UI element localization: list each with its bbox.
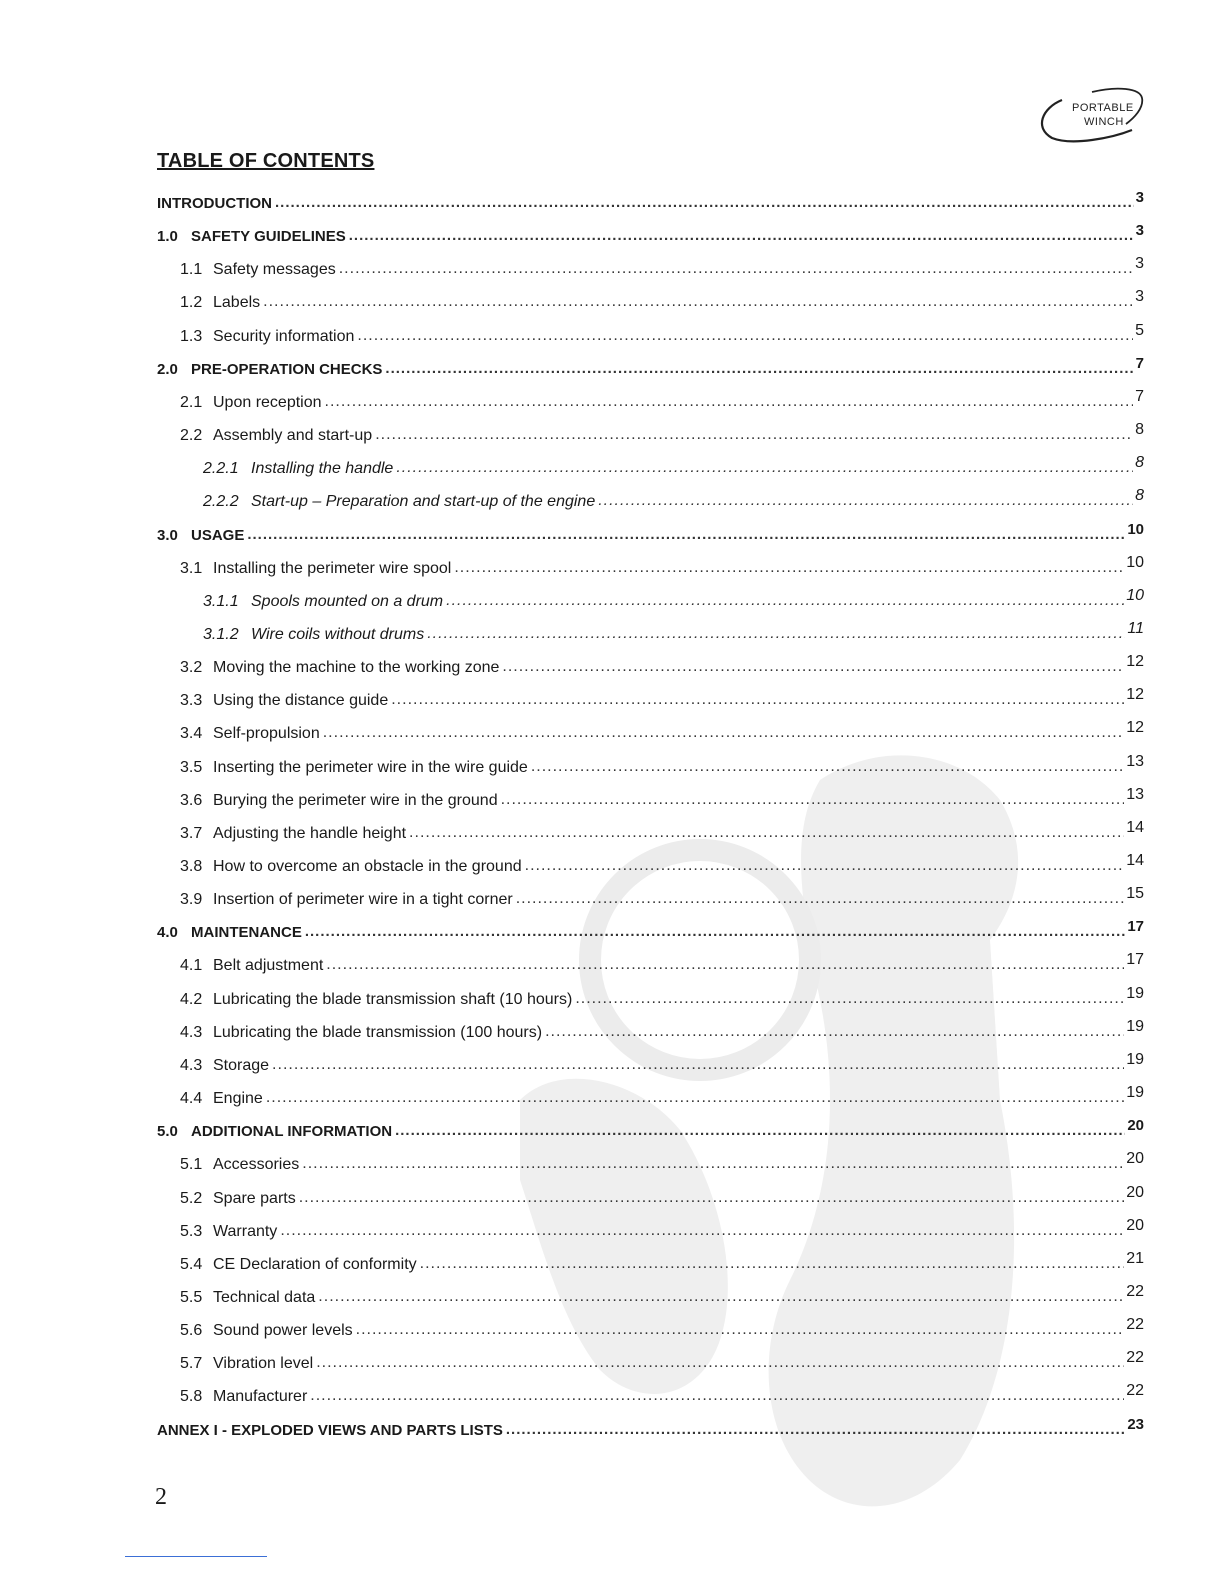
toc-entry-page: 10 (1126, 586, 1144, 604)
toc-entry-page: 14 (1126, 818, 1144, 836)
dot-leader (357, 326, 1133, 346)
toc-entry-number: 5.2 (180, 1189, 203, 1207)
dot-leader (516, 889, 1125, 909)
toc-entry[interactable] (180, 720, 1144, 744)
toc-entry-label: Accessories (213, 1156, 300, 1174)
toc-entry-page: 22 (1126, 1382, 1144, 1400)
toc-entry-label: Lubricating the blade transmission (100 hours) (213, 1023, 543, 1041)
toc-entry[interactable] (180, 1151, 1144, 1175)
toc-entry-page: 20 (1127, 1117, 1144, 1135)
toc-entry-page: 7 (1135, 387, 1144, 405)
toc-entry-label: Engine (213, 1090, 263, 1108)
toc-entry-number: 3.9 (180, 891, 203, 909)
toc-entry-label: How to overcome an obstacle in the ground (213, 858, 522, 875)
toc-entry[interactable] (203, 621, 1144, 645)
dot-leader (275, 193, 1134, 213)
dot-leader (305, 922, 1125, 942)
toc-entry-label: Safety messages (213, 261, 336, 279)
toc-entry[interactable] (180, 1019, 1144, 1043)
toc-entry[interactable] (180, 389, 1144, 413)
toc-entry-number: 3.3 (180, 692, 203, 710)
toc-entry[interactable] (180, 323, 1144, 347)
toc-entry-number: 5.5 (180, 1288, 203, 1306)
toc-entry-label: Security information (213, 327, 355, 345)
toc-entry-label: Belt adjustment (213, 957, 324, 975)
toc-entry-number: 4.3 (180, 1056, 203, 1074)
toc-entry-label: ANNEX I - EXPLODED VIEWS AND PARTS LISTS (157, 1421, 503, 1439)
toc-entry-page: 17 (1126, 951, 1144, 969)
toc-entry-label: Wire coils without drums (251, 625, 425, 643)
toc-entry-label: Technical data (213, 1288, 316, 1306)
toc-entry-number: 2.1 (180, 393, 203, 411)
dot-leader (575, 989, 1124, 1009)
dot-leader (501, 790, 1125, 810)
toc-entry[interactable] (180, 1185, 1144, 1209)
toc-entry-label: Upon reception (213, 393, 322, 411)
dot-leader (272, 1055, 1124, 1075)
toc-entry[interactable] (180, 289, 1144, 313)
toc-entry-label: Storage (213, 1056, 270, 1074)
toc-entry-number: 2.2 (180, 427, 203, 445)
dot-leader (325, 392, 1134, 412)
toc-entry-page: 19 (1126, 984, 1144, 1002)
dot-leader (247, 525, 1125, 545)
toc-entry[interactable] (203, 455, 1144, 479)
dot-leader (420, 1254, 1125, 1274)
toc-entry[interactable] (180, 1383, 1144, 1407)
toc-entry-page: 10 (1127, 520, 1144, 538)
toc-entry-label: Installing the handle (251, 460, 394, 478)
toc-entry-page: 8 (1135, 454, 1144, 472)
toc-entry-page: 3 (1135, 288, 1144, 306)
dot-leader (525, 856, 1125, 876)
toc-entry[interactable] (157, 919, 1144, 943)
toc-entry-number: 3.6 (180, 791, 203, 809)
toc-entry-page: 23 (1127, 1415, 1144, 1433)
toc-entry-number: 3.5 (180, 758, 203, 776)
toc-entry-number: 5.4 (180, 1255, 203, 1273)
toc-entry-label: Moving the machine to the working zone (213, 659, 500, 677)
logo-line-1: PORTABLE (1072, 102, 1134, 114)
dot-leader (391, 690, 1124, 710)
toc-entry-number: 2.2.1 (203, 460, 239, 478)
dot-leader (454, 558, 1124, 578)
dot-leader (263, 292, 1133, 312)
toc-entry-page: 20 (1126, 1183, 1144, 1201)
toc-entry-page: 8 (1135, 487, 1144, 505)
toc-entry-number: 5.0 (157, 1123, 178, 1141)
toc-entry-page: 10 (1126, 553, 1144, 571)
toc-entry[interactable] (203, 488, 1144, 512)
toc-entry[interactable] (180, 1350, 1144, 1374)
toc-entry-page: 3 (1135, 222, 1144, 240)
dot-leader (316, 1353, 1124, 1373)
toc-entry-page: 21 (1126, 1249, 1144, 1267)
toc-entry-number: 2.2.2 (203, 493, 239, 511)
dot-leader (323, 723, 1124, 743)
toc-entry-page: 17 (1127, 918, 1144, 936)
page-number: 2 (155, 1484, 167, 1510)
toc-entry-number: 3.8 (180, 858, 203, 875)
toc-entry-number: 1.0 (157, 228, 178, 246)
toc-entry-page: 19 (1126, 1050, 1144, 1068)
dot-leader (531, 757, 1124, 777)
dot-leader (302, 1154, 1124, 1174)
toc-entry-label: Using the distance guide (213, 692, 389, 710)
toc-entry[interactable] (180, 986, 1144, 1010)
toc-entry-label: Burying the perimeter wire in the ground (213, 791, 498, 809)
toc-entry-label: Lubricating the blade transmission shaft (10 hours) (213, 990, 573, 1008)
toc-entry-number: 5.6 (180, 1322, 203, 1340)
dot-leader (545, 1022, 1124, 1042)
toc-entry-number: 3.1 (180, 559, 203, 577)
toc-entry-label: MAINTENANCE (191, 924, 302, 942)
toc-entry-page: 20 (1126, 1216, 1144, 1234)
toc-entry-number: 1.3 (180, 327, 203, 345)
dot-leader (349, 226, 1134, 246)
toc-entry-number: 3.2 (180, 659, 203, 677)
toc-entry-page: 13 (1126, 785, 1144, 803)
toc-entry[interactable] (180, 1317, 1144, 1341)
toc-entry-number: 4.2 (180, 990, 203, 1008)
toc-entry-page: 3 (1135, 255, 1144, 273)
dot-leader (326, 955, 1124, 975)
toc-entry[interactable] (180, 1085, 1144, 1109)
toc-entry[interactable] (180, 820, 1144, 844)
toc-entry-page: 12 (1126, 686, 1144, 704)
toc-entry[interactable] (180, 256, 1144, 280)
toc-entry[interactable] (180, 787, 1144, 811)
toc-entry[interactable] (180, 1218, 1144, 1242)
dot-leader (266, 1088, 1124, 1108)
toc-entry-label: CE Declaration of conformity (213, 1255, 417, 1273)
toc-entry-number: 1.2 (180, 294, 203, 312)
toc-entry-number: 5.7 (180, 1355, 203, 1373)
toc-entry-label: Insertion of perimeter wire in a tight corner (213, 891, 513, 909)
toc-entry[interactable] (180, 1251, 1144, 1275)
toc-entry[interactable] (180, 853, 1144, 877)
toc-entry[interactable] (180, 654, 1144, 678)
toc-entry-page: 19 (1126, 1084, 1144, 1102)
toc-entry-label: Start-up – Preparation and start-up of the engine (251, 493, 596, 511)
toc-entry-label: PRE-OPERATION CHECKS (191, 360, 383, 378)
toc-entry[interactable] (180, 886, 1144, 910)
toc-entry[interactable] (157, 1417, 1144, 1441)
toc-entry-label: INTRODUCTION (157, 195, 272, 212)
toc-entry-number: 3.1.2 (203, 625, 239, 643)
toc-entry-label: Sound power levels (213, 1322, 353, 1340)
toc-entry-page: 14 (1126, 852, 1144, 869)
toc-entry-number: 4.3 (180, 1023, 203, 1041)
toc-entry-number: 4.0 (157, 924, 178, 942)
toc-entry[interactable] (180, 687, 1144, 711)
dot-leader (299, 1188, 1124, 1208)
toc-entry-page: 15 (1126, 885, 1144, 903)
dot-leader (356, 1320, 1125, 1340)
toc-entry-label: Assembly and start-up (213, 427, 373, 445)
dot-leader (502, 657, 1124, 677)
toc-entry-number: 5.8 (180, 1388, 203, 1406)
toc-entry-number: 5.3 (180, 1222, 203, 1240)
toc-entry-label: ADDITIONAL INFORMATION (191, 1123, 393, 1141)
dot-leader (375, 425, 1133, 445)
toc-entry-page: 3 (1135, 189, 1144, 206)
dot-leader (339, 259, 1133, 279)
toc-entry-label: Self-propulsion (213, 725, 320, 743)
dot-leader (598, 491, 1133, 511)
toc-entry-page: 5 (1135, 321, 1144, 339)
toc-entry[interactable] (157, 190, 1144, 214)
toc-entry-number: 3.0 (157, 526, 178, 544)
toc-entry-page: 20 (1126, 1150, 1144, 1168)
toc-entry-label: Inserting the perimeter wire in the wire guide (213, 758, 528, 776)
toc-entry[interactable] (180, 952, 1144, 976)
toc-entry[interactable] (180, 754, 1144, 778)
toc-entry-page: 19 (1126, 1017, 1144, 1035)
toc-entry-label: Vibration level (213, 1355, 314, 1373)
toc-entry-page: 22 (1126, 1282, 1144, 1300)
toc-entry[interactable] (180, 555, 1144, 579)
toc-entry-page: 7 (1135, 354, 1144, 372)
logo-line-2: WINCH (1084, 116, 1124, 128)
toc-entry-page: 12 (1126, 719, 1144, 737)
toc-entry-label: SAFETY GUIDELINES (191, 228, 346, 246)
toc-entry[interactable] (180, 422, 1144, 446)
dot-leader (280, 1221, 1124, 1241)
toc-entry-page: 12 (1126, 653, 1144, 671)
dot-leader (396, 458, 1133, 478)
toc-entry[interactable] (157, 356, 1144, 380)
toc-entry[interactable] (157, 223, 1144, 247)
toc-entry-number: 5.1 (180, 1156, 203, 1174)
dot-leader (385, 359, 1133, 379)
toc-entry-number: 2.0 (157, 360, 178, 378)
toc-entry-number: 1.1 (180, 261, 203, 279)
toc-entry-label: USAGE (191, 526, 245, 544)
toc-entry-label: Spare parts (213, 1189, 296, 1207)
toc-entry[interactable] (157, 1118, 1144, 1142)
toc-entry-label: Spools mounted on a drum (251, 592, 444, 610)
toc-entry-label: Labels (213, 294, 261, 312)
toc-entry[interactable] (180, 1052, 1144, 1076)
dot-leader (318, 1287, 1124, 1307)
toc-entry-number: 3.4 (180, 725, 203, 743)
toc-entry-page: 13 (1126, 752, 1144, 770)
toc-entry-page: 8 (1135, 421, 1144, 439)
toc-entry-label: Warranty (213, 1222, 278, 1240)
toc-entry-number: 4.1 (180, 957, 203, 975)
toc-entry-number: 3.1.1 (203, 592, 239, 610)
toc-entry-number: 4.4 (180, 1090, 203, 1108)
dot-leader (427, 624, 1125, 644)
dot-leader (446, 591, 1124, 611)
page-title: TABLE OF CONTENTS (157, 150, 375, 172)
toc-entry-page: 22 (1126, 1349, 1144, 1367)
toc-entry-label: Manufacturer (213, 1388, 308, 1406)
toc-entry-number: 3.7 (180, 824, 203, 842)
toc-entry[interactable] (180, 1284, 1144, 1308)
brand-logo (1022, 80, 1152, 146)
dot-leader (409, 823, 1124, 843)
dot-leader (310, 1386, 1124, 1406)
toc-entry[interactable] (157, 522, 1144, 546)
toc-entry-label: Installing the perimeter wire spool (213, 559, 452, 577)
dot-leader (506, 1420, 1125, 1440)
dot-leader (395, 1121, 1125, 1141)
toc-entry-label: Adjusting the handle height (213, 824, 407, 842)
footer-rule (125, 1556, 267, 1557)
toc-entry-page: 11 (1127, 619, 1144, 637)
toc-entry[interactable] (203, 588, 1144, 612)
toc-entry-page: 22 (1126, 1316, 1144, 1334)
